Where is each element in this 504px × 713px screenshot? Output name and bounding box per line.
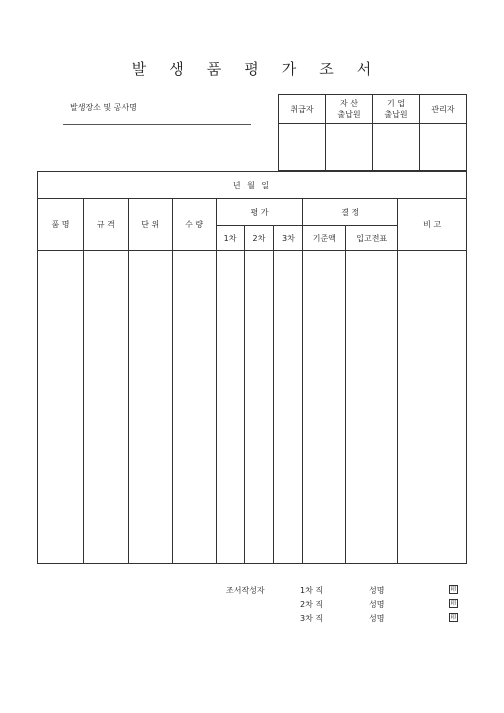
title-char: 품	[206, 60, 223, 78]
col-unit: 단 위	[128, 199, 172, 251]
place-label: 발생장소 및 공사명	[70, 103, 137, 112]
body-cell[interactable]	[216, 251, 244, 564]
rank-1: 1차 직	[300, 586, 324, 595]
approval-header-manager: 관리자	[420, 95, 467, 124]
approval-signature-cell[interactable]	[326, 124, 373, 171]
approval-table	[278, 94, 467, 171]
approval-header-corp-cashier: 기 업 출납원	[373, 95, 420, 124]
seal-icon: 印	[450, 586, 457, 593]
title-char: 가	[281, 60, 298, 78]
body-cell[interactable]	[274, 251, 303, 564]
col-spec: 규 격	[83, 199, 128, 251]
approval-signature-cell[interactable]	[373, 124, 420, 171]
date-row[interactable]: 년 월 일	[38, 172, 467, 199]
col-receipt-slip: 입고전표	[346, 226, 398, 251]
page-title	[0, 58, 504, 79]
evaluation-table	[37, 171, 467, 564]
approval-header-asset-cashier: 자 산 출납원	[326, 95, 373, 124]
col-decision: 결 정	[303, 199, 398, 226]
col-item-name: 품 명	[38, 199, 84, 251]
author-label: 조서작성자	[226, 586, 265, 595]
col-eval-1: 1차	[216, 226, 244, 251]
approval-signature-cell[interactable]	[420, 124, 467, 171]
body-cell[interactable]	[172, 251, 216, 564]
body-cell[interactable]	[346, 251, 398, 564]
body-cell[interactable]	[83, 251, 128, 564]
seal-icon: 印	[450, 614, 457, 621]
name-2: 성명	[369, 600, 385, 609]
col-evaluation: 평 가	[216, 199, 303, 226]
seal-icon: 印	[450, 600, 457, 607]
col-eval-2: 2차	[244, 226, 274, 251]
col-eval-3: 3차	[274, 226, 303, 251]
title-char: 발	[131, 60, 148, 78]
name-1: 성명	[369, 586, 385, 595]
title-char: 조	[319, 60, 335, 78]
body-cell[interactable]	[128, 251, 172, 564]
approval-header-handler: 취급자	[279, 95, 326, 124]
rank-3: 3차 직	[300, 614, 324, 623]
approval-signature-cell[interactable]	[279, 124, 326, 171]
rank-2: 2차 직	[300, 600, 324, 609]
body-cell[interactable]	[38, 251, 84, 564]
body-cell[interactable]	[398, 251, 467, 564]
name-3: 성명	[369, 614, 385, 623]
col-remarks: 비 고	[398, 199, 467, 251]
col-base-amount: 기준액	[303, 226, 346, 251]
body-cell[interactable]	[303, 251, 346, 564]
title-char: 서	[356, 60, 373, 78]
title-char: 생	[169, 60, 185, 78]
title-char: 평	[244, 60, 260, 78]
body-cell[interactable]	[244, 251, 274, 564]
col-quantity: 수 량	[172, 199, 216, 251]
place-input-line[interactable]	[63, 124, 251, 125]
